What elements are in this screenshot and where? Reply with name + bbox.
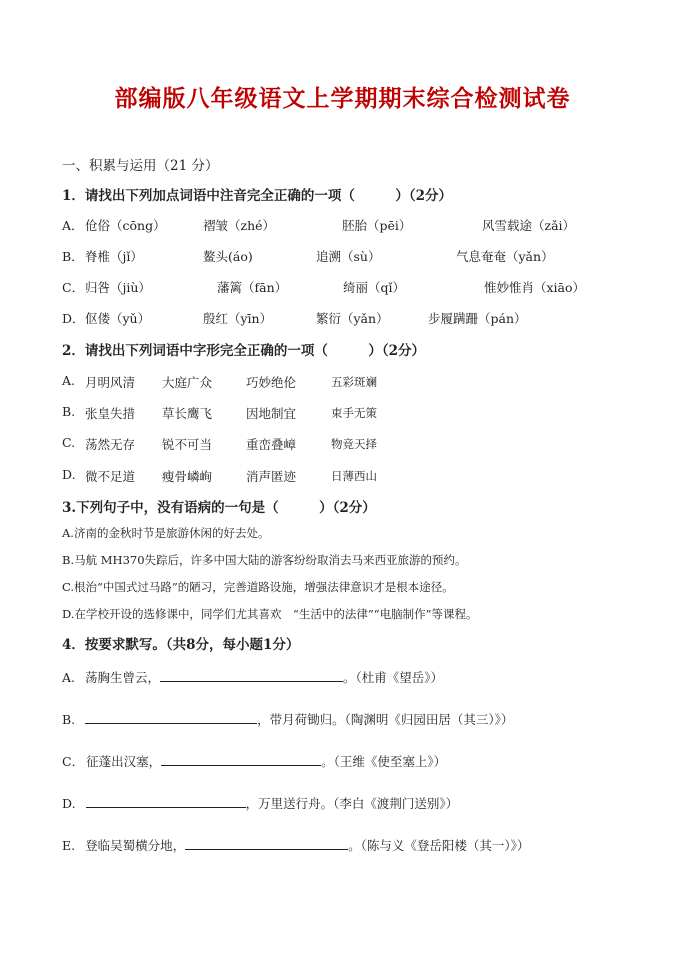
answer-blank[interactable] xyxy=(86,793,246,808)
option-item: 伛偻（yǔ） xyxy=(85,311,151,326)
page-title: 部编版八年级语文上学期期末综合检测试卷 xyxy=(114,85,571,112)
section-heading: 一、积累与运用（21 分） xyxy=(62,158,219,174)
option-item: 微不足道 xyxy=(85,469,136,484)
item-prompt: 征蓬出汉塞， xyxy=(86,754,162,769)
option-item: 鳌头(áo) xyxy=(203,249,253,264)
option-item: 藩篱（fān） xyxy=(217,280,288,295)
option-label: B． xyxy=(62,249,84,264)
fill-in-item-a xyxy=(62,667,443,686)
option-item: 风雪载途（zǎi） xyxy=(482,218,576,233)
option-item: 荡然无存 xyxy=(85,437,136,452)
option-item: 日薄西山 xyxy=(331,469,377,483)
option-item: 因地制宜 xyxy=(246,406,297,421)
question-3-option-d: D.在学校开设的选修课中，同学们尤其喜欢 “生活中的法律”“电脑制作”等课程。 xyxy=(62,607,478,621)
fill-in-item-d xyxy=(62,793,458,812)
option-item: 大庭广众 xyxy=(162,375,213,390)
item-source: ，带月荷锄归。（陶渊明《归园田居（其三）》） xyxy=(257,712,514,727)
option-item: 重峦叠嶂 xyxy=(246,437,297,452)
option-item: 草长鹰飞 xyxy=(162,406,213,421)
option-label: A. xyxy=(62,373,76,388)
fill-in-item-c xyxy=(62,751,446,770)
option-label: D. xyxy=(62,467,76,482)
option-item: 巧妙绝伦 xyxy=(246,375,297,390)
item-label: B. xyxy=(62,712,76,727)
option-item: 瘦骨嶙峋 xyxy=(162,469,213,484)
answer-blank[interactable] xyxy=(185,835,348,850)
item-source: 。（王维《使至塞上》） xyxy=(321,754,447,769)
item-prompt: 荡胸生曾云， xyxy=(85,670,161,685)
option-item: 物竞天择 xyxy=(331,437,377,451)
option-label: A． xyxy=(62,218,84,233)
option-label: D． xyxy=(62,311,85,326)
option-item: 胚胎（pēi） xyxy=(342,218,412,233)
item-source: 。（陈与义《登岳阳楼（其一）》） xyxy=(348,838,530,853)
item-prompt: 登临吴蜀横分地， xyxy=(85,838,186,853)
answer-blank[interactable] xyxy=(161,751,321,766)
option-item: 步履蹒跚（pán） xyxy=(428,311,527,326)
option-item: 脊椎（jǐ） xyxy=(85,249,143,264)
question-1-stem: 1．请找出下列加点词语中注音完全正确的一项（ ）（2分） xyxy=(62,188,453,204)
question-4-stem: 4．按要求默写。（共8分，每小题1分） xyxy=(62,637,300,653)
option-item: 繁衍（yǎn） xyxy=(316,311,389,326)
item-label: D. xyxy=(62,796,76,811)
question-3-option-b: B.马航 MH370失踪后，许多中国大陆的游客纷纷取消去马来西亚旅游的预约。 xyxy=(62,553,467,567)
option-item: 归咎（jiù） xyxy=(85,280,151,295)
option-item: 绮丽（qǐ） xyxy=(343,280,405,295)
item-source: ，万里送行舟。（李白《渡荆门送别》） xyxy=(245,796,459,811)
option-item: 张皇失措 xyxy=(85,406,136,421)
option-item: 月明风清 xyxy=(85,375,136,390)
option-item: 褶皱（zhé） xyxy=(203,218,276,233)
question-3-stem: 3.下列句子中，没有语病的一句是（ ）（2分） xyxy=(62,500,376,516)
option-label: C. xyxy=(62,435,76,450)
item-label: E. xyxy=(62,838,76,853)
option-item: 五彩斑斓 xyxy=(331,375,377,389)
option-label: B. xyxy=(62,404,76,419)
item-source: 。（杜甫《望岳》） xyxy=(343,670,444,685)
item-label: C． xyxy=(62,754,85,769)
fill-in-item-e xyxy=(62,835,529,854)
option-label: C． xyxy=(62,280,85,295)
answer-blank[interactable] xyxy=(85,709,257,724)
option-item: 束手无策 xyxy=(331,406,377,420)
option-item: 消声匿迹 xyxy=(246,469,297,484)
option-item: 殷红（yīn） xyxy=(203,311,273,326)
option-item: 伧俗（cōng） xyxy=(85,218,166,233)
fill-in-item-b xyxy=(62,709,513,728)
answer-blank[interactable] xyxy=(160,667,343,682)
option-item: 追溯（sù） xyxy=(316,249,381,264)
question-3-option-a: A.济南的金秋时节是旅游休闲的好去处。 xyxy=(62,526,270,540)
option-item: 气息奄奄（yǎn） xyxy=(456,249,554,264)
item-label: A. xyxy=(62,670,76,685)
option-item: 锐不可当 xyxy=(162,437,213,452)
question-3-option-c: C.根治“中国式过马路”的陋习，完善道路设施，增强法律意识才是根本途径。 xyxy=(62,580,454,594)
question-2-stem: 2．请找出下列词语中字形完全正确的一项（ ）（2分） xyxy=(62,343,426,359)
option-item: 惟妙惟肖（xiāo） xyxy=(484,280,586,295)
